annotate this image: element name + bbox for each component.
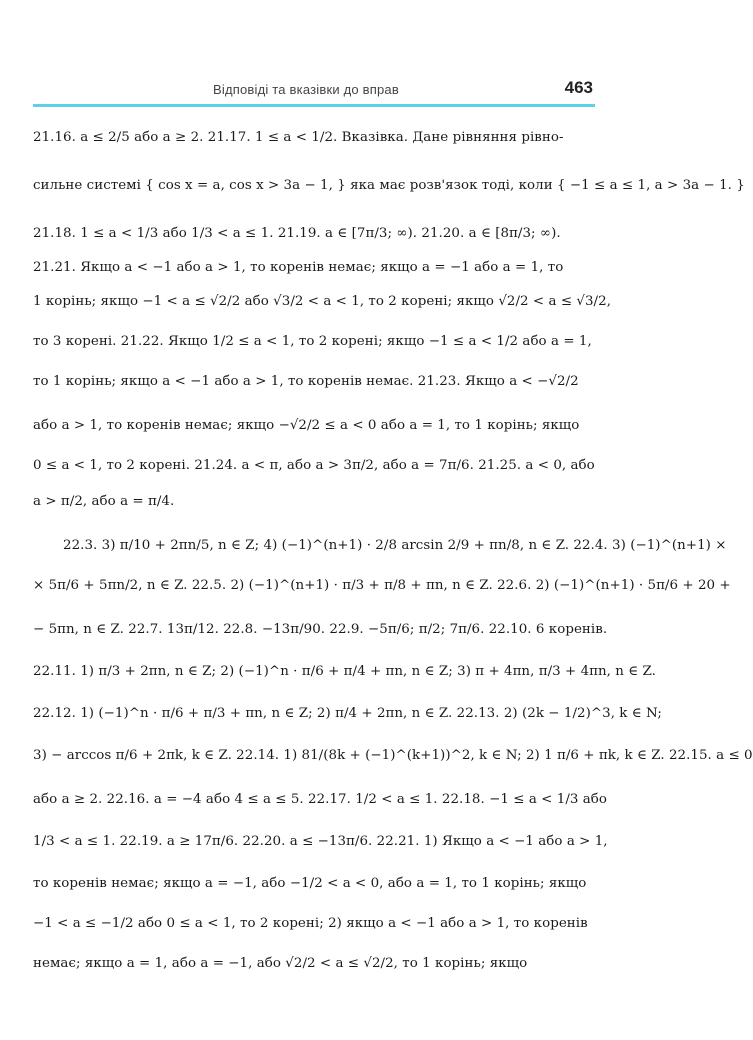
text-line: 21.21. Якщо a < −1 або a > 1, то коренів немає; якщо a = −1 або a = 1, то	[33, 260, 564, 275]
text-line: сильне системі { cos x = a, cos x > 3a − 1, } яка має розв'язок тоді, коли { −1 ≤ a ≤ 1, a > 3a − 1. }	[33, 178, 745, 193]
text-line: 1/3 < a ≤ 1. 22.19. a ≥ 17π/6. 22.20. a ≤ −13π/6. 22.21. 1) Якщо a < −1 або a > 1,	[33, 834, 608, 849]
text-line: або a > 1, то коренів немає; якщо −√2/2 ≤ a < 0 або a = 1, то 1 корінь; якщо	[33, 418, 580, 433]
text-line: 21.18. 1 ≤ a < 1/3 або 1/3 < a ≤ 1. 21.19. a ∈ [7π/3; ∞). 21.20. a ∈ [8π/3; ∞).	[33, 226, 561, 241]
running-header-title: Відповіді та вказівки до вправ	[213, 82, 399, 97]
text-line: то 3 корені. 21.22. Якщо 1/2 ≤ a < 1, то 2 корені; якщо −1 ≤ a < 1/2 або a = 1,	[33, 334, 592, 349]
text-line: 22.11. 1) π/3 + 2πn, n ∈ Z; 2) (−1)^n · π/6 + π/4 + πn, n ∈ Z; 3) π + 4πn, π/3 + 4πn, n ∈ Z.	[33, 664, 656, 679]
header-rule	[33, 104, 595, 107]
text-line: немає; якщо a = 1, або a = −1, або √2/2 < a ≤ √2/2, то 1 корінь; якщо	[33, 956, 528, 971]
text-line: то коренів немає; якщо a = −1, або −1/2 < a < 0, або a = 1, то 1 корінь; якщо	[33, 876, 587, 891]
text-line: 0 ≤ a < 1, то 2 корені. 21.24. a < π, або a > 3π/2, або a = 7π/6. 21.25. a < 0, або	[33, 458, 595, 473]
text-line: 22.12. 1) (−1)^n · π/6 + π/3 + πn, n ∈ Z; 2) π/4 + 2πn, n ∈ Z. 22.13. 2) (2k − 1/2)^3, k ∈ N;	[33, 706, 662, 721]
text-line: × 5π/6 + 5πn/2, n ∈ Z. 22.5. 2) (−1)^(n+1) · π/3 + π/8 + πn, n ∈ Z. 22.6. 2) (−1)^(n+1) · 5π/6 + 20 +	[33, 578, 731, 593]
text-line: a > π/2, або a = π/4.	[33, 494, 175, 509]
text-line: то 1 корінь; якщо a < −1 або a > 1, то коренів немає. 21.23. Якщо a < −√2/2	[33, 374, 579, 389]
text-line: 3) − arccos π/6 + 2πk, k ∈ Z. 22.14. 1) 81/(8k + (−1)^(k+1))^2, k ∈ N; 2) 1 π/6 + πk, k ∈ Z. 22.15. a ≤ 0	[33, 748, 753, 763]
text-line: або a ≥ 2. 22.16. a = −4 або 4 ≤ a ≤ 5. 22.17. 1/2 < a ≤ 1. 22.18. −1 ≤ a < 1/3 або	[33, 792, 608, 807]
text-line: − 5πn, n ∈ Z. 22.7. 13π/12. 22.8. −13π/90. 22.9. −5π/6; π/2; 7π/6. 22.10. 6 коренів.	[33, 622, 608, 637]
text-line: 22.3. 3) π/10 + 2πn/5, n ∈ Z; 4) (−1)^(n+1) · 2/8 arcsin 2/9 + πn/8, n ∈ Z. 22.4. 3) (−1)^(n+1) ×	[63, 538, 727, 553]
text-line: 21.16. a ≤ 2/5 або a ≥ 2. 21.17. 1 ≤ a < 1/2. Вказівка. Дане рівняння рівно-	[33, 130, 564, 145]
text-line: −1 < a ≤ −1/2 або 0 ≤ a < 1, то 2 корені; 2) якщо a < −1 або a > 1, то коренів	[33, 916, 588, 931]
page-header	[33, 74, 595, 104]
page-number: 463	[564, 78, 593, 97]
text-line: 1 корінь; якщо −1 < a ≤ √2/2 або √3/2 < a < 1, то 2 корені; якщо √2/2 < a ≤ √3/2,	[33, 294, 611, 309]
